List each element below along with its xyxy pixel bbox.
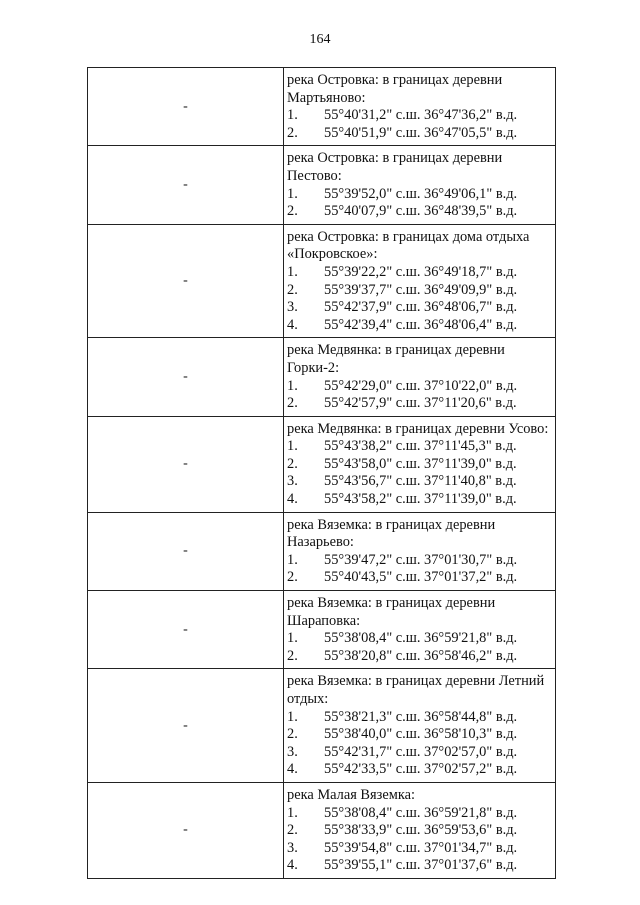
point-coordinates: 55°40'43,5" с.ш. 37°01'37,2" в.д.	[324, 569, 518, 586]
coordinate-point	[287, 395, 552, 413]
point-number: 2.	[287, 281, 298, 298]
coordinate-point	[287, 552, 552, 570]
point-coordinates: 55°39'52,0" с.ш. 36°49'06,1" в.д.	[324, 185, 518, 202]
point-coordinates: 55°40'07,9" с.ш. 36°48'39,5" в.д.	[324, 203, 518, 220]
river-boundary-title: река Медвянка: в границах деревни Горки-2:	[287, 342, 505, 376]
coordinate-point	[287, 491, 552, 509]
point-coordinates: 55°39'37,7" с.ш. 36°49'09,9" в.д.	[324, 281, 518, 298]
location-description	[284, 68, 556, 146]
coordinate-point	[287, 317, 552, 335]
point-coordinates: 55°40'31,2" с.ш. 36°47'36,2" в.д.	[324, 107, 518, 124]
point-number: 2.	[287, 395, 298, 412]
point-coordinates: 55°42'37,9" с.ш. 36°48'06,7" в.д.	[324, 299, 518, 316]
point-coordinates: 55°38'08,4" с.ш. 36°59'21,8" в.д.	[324, 630, 518, 647]
coordinate-point	[287, 203, 552, 221]
river-boundary-title: река Медвянка: в границах деревни Усово:	[287, 420, 549, 437]
point-number: 2.	[287, 455, 298, 472]
point-number: 1.	[287, 804, 298, 821]
point-number: 1.	[287, 107, 298, 124]
point-number: 3.	[287, 473, 298, 490]
table-row	[88, 338, 556, 416]
point-number: 2.	[287, 726, 298, 743]
point-number: 1.	[287, 377, 298, 394]
location-description	[284, 224, 556, 338]
point-coordinates: 55°40'51,9" с.ш. 36°47'05,5" в.д.	[324, 124, 518, 141]
point-coordinates: 55°38'21,3" с.ш. 36°58'44,8" в.д.	[324, 708, 518, 725]
coordinate-point	[287, 456, 552, 474]
coordinate-point	[287, 378, 552, 396]
point-coordinates: 55°42'57,9" с.ш. 37°11'20,6" в.д.	[324, 395, 517, 412]
coordinate-point	[287, 125, 552, 143]
coordinate-point	[287, 761, 552, 779]
point-coordinates: 55°38'33,9" с.ш. 36°59'53,6" в.д.	[324, 822, 518, 839]
point-number: 3.	[287, 839, 298, 856]
point-number: 1.	[287, 438, 298, 455]
point-number: 3.	[287, 743, 298, 760]
coordinate-point	[287, 648, 552, 666]
location-description	[284, 416, 556, 512]
point-coordinates: 55°42'31,7" с.ш. 37°02'57,0" в.д.	[324, 743, 518, 760]
table-row	[88, 512, 556, 590]
point-coordinates: 55°38'40,0" с.ш. 36°58'10,3" в.д.	[324, 726, 518, 743]
location-description	[284, 146, 556, 224]
point-number: 1.	[287, 708, 298, 725]
row-marker: -	[88, 68, 284, 146]
point-number: 1.	[287, 630, 298, 647]
point-coordinates: 55°38'20,8" с.ш. 36°58'46,2" в.д.	[324, 647, 518, 664]
coordinate-point	[287, 282, 552, 300]
table-row	[88, 146, 556, 224]
point-number: 1.	[287, 185, 298, 202]
table-row	[88, 224, 556, 338]
point-coordinates: 55°42'33,5" с.ш. 37°02'57,2" в.д.	[324, 761, 518, 778]
point-coordinates: 55°43'58,2" с.ш. 37°11'39,0" в.д.	[324, 491, 517, 508]
point-coordinates: 55°39'55,1" с.ш. 37°01'37,6" в.д.	[324, 857, 518, 874]
point-coordinates: 55°39'47,2" с.ш. 37°01'30,7" в.д.	[324, 551, 518, 568]
location-description	[284, 338, 556, 416]
location-description	[284, 669, 556, 783]
coordinate-point	[287, 805, 552, 823]
location-description	[284, 782, 556, 878]
point-coordinates: 55°43'56,7" с.ш. 37°11'40,8" в.д.	[324, 473, 517, 490]
point-number: 3.	[287, 299, 298, 316]
point-number: 1.	[287, 263, 298, 280]
coordinate-point	[287, 726, 552, 744]
river-boundary-title: река Островка: в границах деревни Пестово:	[287, 150, 503, 184]
table-row	[88, 669, 556, 783]
page-number: 164	[309, 32, 331, 47]
point-coordinates: 55°43'38,2" с.ш. 37°11'45,3" в.д.	[324, 438, 517, 455]
point-coordinates: 55°38'08,4" с.ш. 36°59'21,8" в.д.	[324, 804, 518, 821]
coordinate-point	[287, 186, 552, 204]
row-marker: -	[88, 512, 284, 590]
point-coordinates: 55°39'22,2" с.ш. 36°49'18,7" в.д.	[324, 263, 518, 280]
point-number: 2.	[287, 647, 298, 664]
coordinate-point	[287, 709, 552, 727]
row-marker: -	[88, 416, 284, 512]
river-boundary-title: река Вяземка: в границах деревни Шараповка:	[287, 595, 496, 629]
table-row	[88, 591, 556, 669]
coordinate-point	[287, 264, 552, 282]
coordinate-point	[287, 630, 552, 648]
coordinate-point	[287, 569, 552, 587]
table-row	[88, 416, 556, 512]
row-marker: -	[88, 782, 284, 878]
point-number: 1.	[287, 551, 298, 568]
row-marker: -	[88, 669, 284, 783]
row-marker: -	[88, 591, 284, 669]
river-boundary-title: река Малая Вяземка:	[287, 786, 415, 803]
river-boundary-title: река Островка: в границах дома отдыха «Покровское»:	[287, 228, 530, 263]
table-row	[88, 68, 556, 146]
point-number: 2.	[287, 569, 298, 586]
coordinate-point	[287, 438, 552, 456]
point-number: 4.	[287, 316, 298, 333]
point-coordinates: 55°39'54,8" с.ш. 37°01'34,7" в.д.	[324, 839, 518, 856]
coordinate-point	[287, 840, 552, 858]
point-coordinates: 55°42'39,4" с.ш. 36°48'06,4" в.д.	[324, 316, 518, 333]
point-number: 2.	[287, 203, 298, 220]
point-number: 2.	[287, 124, 298, 141]
table-row	[88, 782, 556, 878]
coordinate-point	[287, 822, 552, 840]
location-description	[284, 512, 556, 590]
point-coordinates: 55°42'29,0" с.ш. 37°10'22,0" в.д.	[324, 377, 518, 394]
row-marker: -	[88, 224, 284, 338]
coordinate-point	[287, 473, 552, 491]
coordinate-point	[287, 857, 552, 875]
coordinate-point	[287, 744, 552, 762]
point-number: 4.	[287, 857, 298, 874]
location-description	[284, 591, 556, 669]
row-marker: -	[88, 338, 284, 416]
coordinate-point	[287, 107, 552, 125]
water-bodies-table	[87, 67, 556, 879]
row-marker: -	[88, 146, 284, 224]
river-boundary-title: река Вяземка: в границах деревни Летний отдых:	[287, 673, 545, 707]
point-number: 2.	[287, 822, 298, 839]
point-number: 4.	[287, 761, 298, 778]
point-coordinates: 55°43'58,0" с.ш. 37°11'39,0" в.д.	[324, 455, 517, 472]
river-boundary-title: река Вяземка: в границах деревни Назарьево:	[287, 516, 496, 551]
river-boundary-title: река Островка: в границах деревни Мартьяново:	[287, 72, 503, 106]
point-number: 4.	[287, 491, 298, 508]
coordinate-point	[287, 299, 552, 317]
